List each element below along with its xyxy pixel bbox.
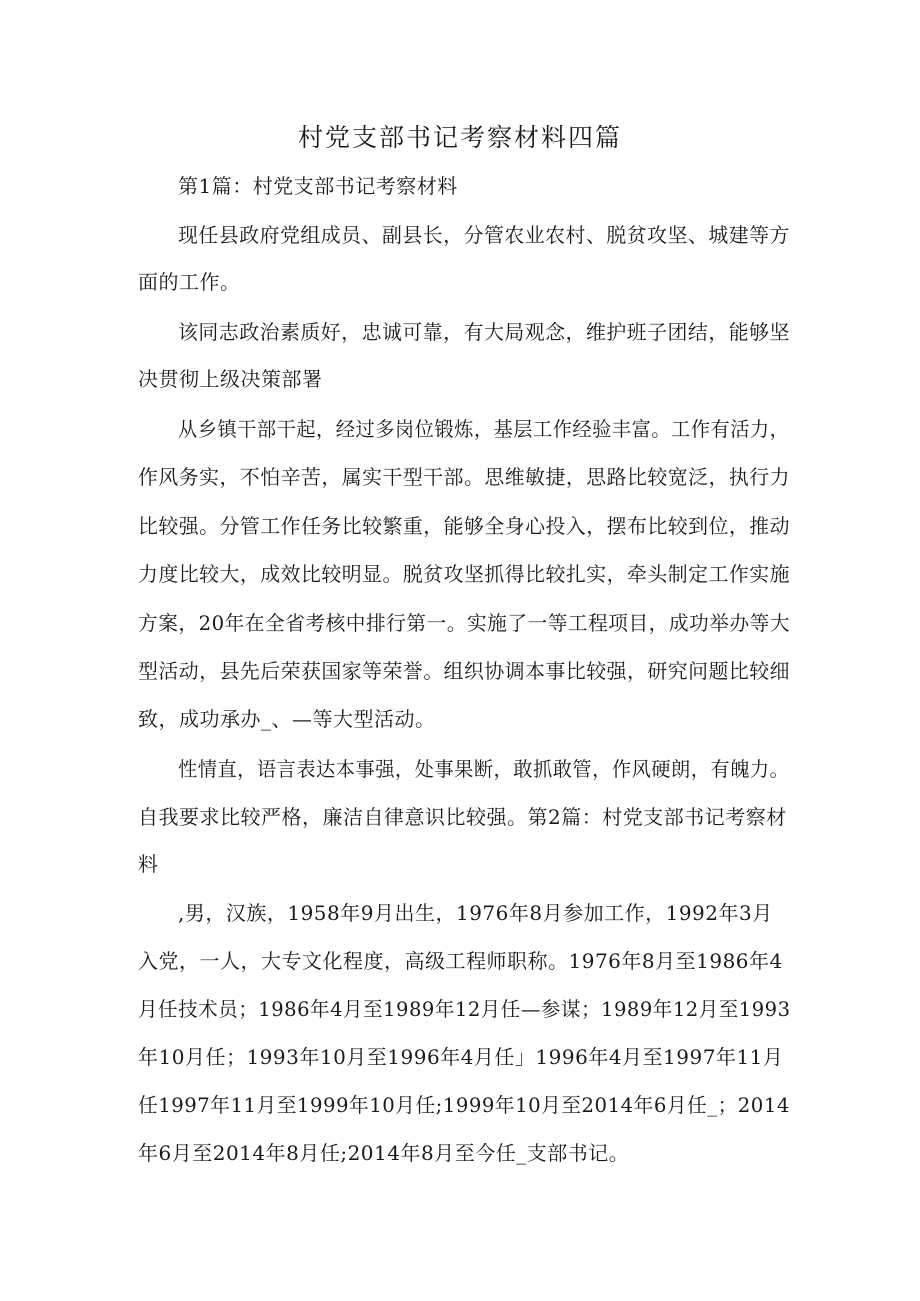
paragraph-line: 比较强。分管工作任务比较繁重，能够全身心投入，摆布比较到位，推动 — [138, 514, 791, 538]
paragraph-line: 自我要求比较严格，廉洁自律意识比较强。第2篇：村党支部书记考察材 — [138, 805, 787, 829]
paragraph-line: 性情直，语言表达本事强，处事果断，敢抓敢管，作风硬朗，有魄力。 — [178, 757, 790, 781]
paragraph-line: 月任技术员；1986年4月至1989年12月任—参谋；1989年12月至1993 — [138, 997, 791, 1021]
paragraph-line: 力度比较大，成效比较明显。脱贫攻坚抓得比较扎实，牵头制定工作实施 — [138, 562, 791, 586]
paragraph-line: 入党，一人，大专文化程度，高级工程师职称。1976年8月至1986年4 — [138, 949, 783, 973]
paragraph-line: 任1997年11月至1999年10月任;1999年10月至2014年6月任_；2014 — [138, 1093, 790, 1117]
paragraph-line: 面的工作。 — [138, 270, 241, 294]
paragraph-line: 该同志政治素质好，忠诚可靠，有大局观念，维护班子团结，能够坚 — [178, 320, 790, 344]
paragraph-line: 型活动，县先后荣获国家等荣誉。组织协调本事比较强，研究问题比较细 — [138, 659, 791, 683]
section-heading-1: 第1篇：村党支部书记考察材料 — [178, 174, 458, 198]
paragraph-line: 方案，20年在全省考核中排行第一。实施了一等工程项目，成功举办等大 — [138, 611, 791, 635]
paragraph-line: 致，成功承办_、—等大型活动。 — [138, 707, 436, 731]
document-title: 村党支部书记考察材料四篇 — [297, 123, 622, 152]
paragraph-line: 料 — [138, 852, 159, 876]
paragraph-line: 年6月至2014年8月任;2014年8月至今任_支部书记。 — [138, 1141, 630, 1165]
paragraph-line: 年10月任；1993年10月至1996年4月任」1996年4月至1997年11月 — [138, 1045, 784, 1069]
paragraph-line: ,男，汉族，1958年9月出生，1976年8月参加工作，1992年3月 — [178, 901, 773, 925]
paragraph-line: 从乡镇干部干起，经过多岗位锻炼，基层工作经验丰富。工作有活力， — [178, 417, 790, 441]
paragraph-line: 决贯彻上级决策部署 — [138, 367, 323, 391]
paragraph-line: 作风务实，不怕辛苦，属实干型干部。思维敏捷，思路比较宽泛，执行力 — [138, 465, 791, 489]
paragraph-line: 现任县政府党组成员、副县长，分管农业农村、脱贫攻坚、城建等方 — [178, 223, 790, 247]
